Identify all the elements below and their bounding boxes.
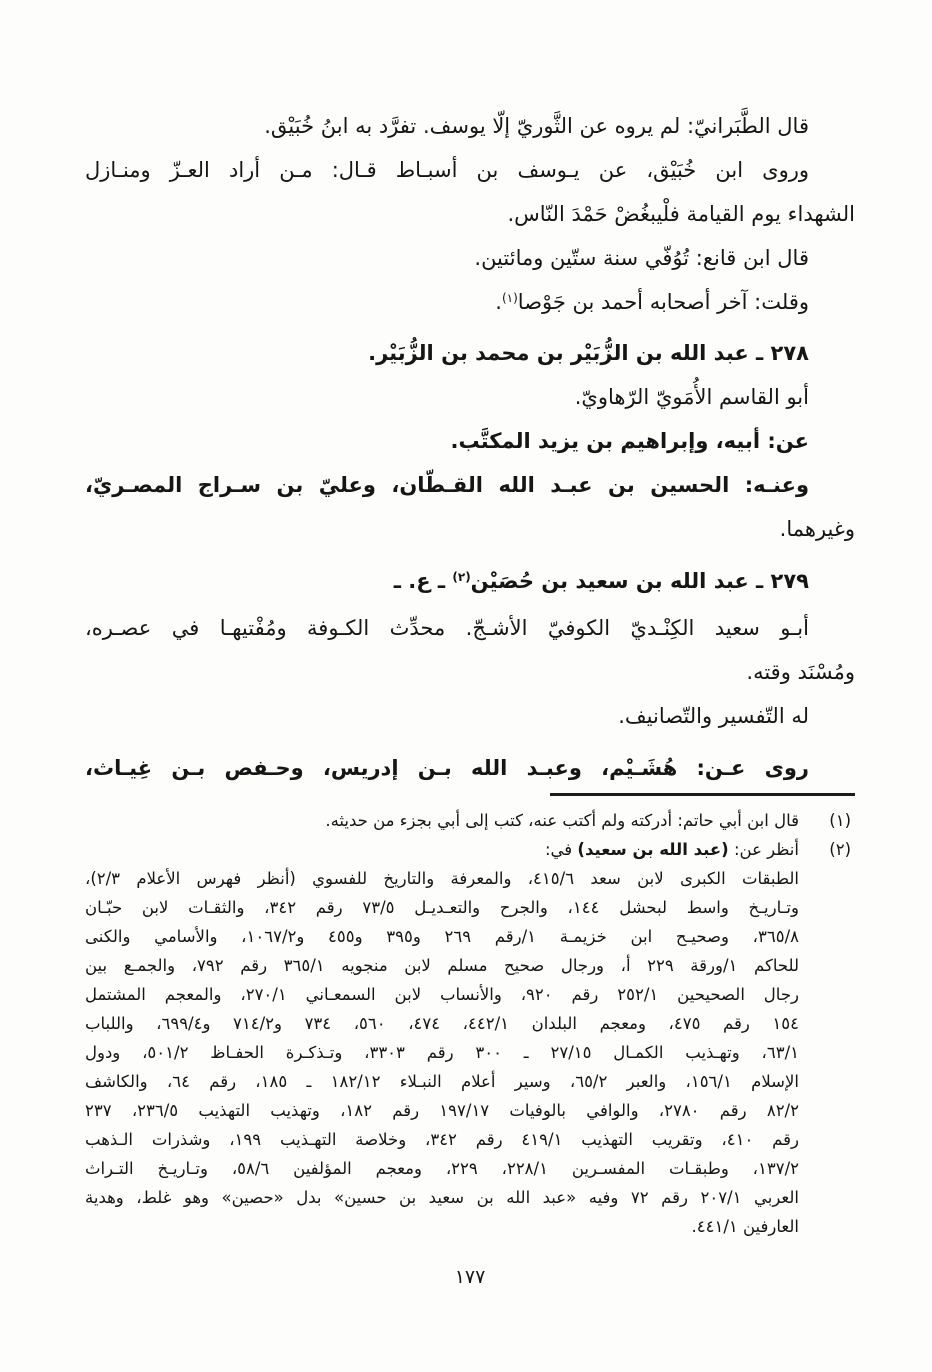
- footnote-2-ref-line: ٨٢/٢ رقم ٢٧٨٠، والوافي بالوفيات ١٩٧/١٧ رقم ١٨٢، وتهذيب التهذيب ٢٣٦/٥، ٢٣٧: [85, 1101, 799, 1120]
- footnote-1: [85, 806, 855, 835]
- tabarani-quote-line: قال الطَّبَرانيّ: لم يروه عن الثَّوريّ إلّا يوسف. تفرَّد به ابنُ خُبَيْق.: [264, 114, 809, 138]
- footnote-2-marker: (٢): [829, 840, 851, 859]
- footnote-2-ref-line: رجال الصحيحين ٢٥٢/١ رقم ٩٢٠، والأنساب لابن السمعـاني ٢٧٠/١، والمعجم المشتمل: [85, 985, 799, 1004]
- author-comment-text: وقلت: آخر أصحابه أحمد بن جَوْصا: [517, 290, 809, 314]
- entry-279-narrated-from-line: روى عـن: هُشَـيْم، وعبـد الله بـن إدريس، وحـفص بـن غِيـاث،: [85, 756, 809, 780]
- footnote-2-subject-name: (عبد الله بن سعيد): [577, 840, 729, 859]
- entry-278-students-line2: وغيرهما.: [779, 517, 855, 541]
- footnote-2-reference-mark: (٢): [452, 570, 471, 584]
- entry-279-bio-line1: أبـو سعيد الكِنْـديّ الكوفيّ الأشـجّ. محدِّث الكـوفة ومُفْتيهـا في عصـره،: [85, 616, 809, 640]
- entry-278-students-line1: وعنـه: الحسين بن عبـد الله القـطّان، وعليّ بن سـراج المصـريّ،: [85, 473, 809, 497]
- entry-279-heading-suffix: ـ ع. ـ: [393, 569, 453, 593]
- footnote-2-ref-line-last: العارفين ٤٤١/١.: [691, 1217, 799, 1236]
- entry-278-kunya-nisba: أبو القاسم الأُمَويّ الرّهاويّ.: [574, 385, 809, 409]
- footnote-2-ref-line: ١٣٧/٢، وطبقـات المفسـرين ٢٢٨/١، ٢٢٩، ومعجم المؤلفين ٥٨/٦، وتـاريـخ التـراث: [85, 1159, 799, 1178]
- footnote-2-ref-line: للحاكم ١/ورقة ٢٢٩ أ، ورجال صحيح مسلم لابن منجويه ٣٦٥/١ رقم ٧٩٢، والجمـع بين: [85, 956, 800, 975]
- entry-278-heading: ٢٧٨ ـ عبد الله بن الزُّبَيْر بن محمد بن الزُّبَيْر.: [368, 341, 809, 365]
- footnote-2: [85, 835, 855, 1241]
- footnote-2-intro-text: أنظر عن:: [728, 840, 799, 859]
- footnote-2-ref-line: الطبقات الكبرى لابن سعد ٤١٥/٦، والمعرفة والتاريخ للفسوي (أنظر فهرس الأعلام ٢/٣)،: [85, 869, 799, 888]
- footnotes-section: [85, 806, 855, 1241]
- entry-279-heading: [85, 559, 855, 606]
- footnote-1-marker: (١): [829, 811, 851, 830]
- page-number: ١٧٧: [454, 1266, 486, 1288]
- footnote-separator-rule: [550, 793, 855, 796]
- author-comment-line: [85, 280, 855, 327]
- ibn-khubayq-report-line2: الشهداء يوم القيامة فلْيبغُضْ حَمْدَ النّاس.: [507, 202, 855, 226]
- entry-278-teachers-line: عن: أبيه، وإبراهيم بن يزيد المكتَّب.: [450, 429, 809, 453]
- footnote-1-text: قال ابن أبي حاتم: أدركته ولم أكتب عنه، كتب إلى أبي بجزء من حديثه.: [325, 811, 799, 830]
- footnote-2-ref-line: وتـاريـخ واسط لبحشل ١٤٤، والجرح والتعـديـل ٧٣/٥ رقم ٣٤٢، والثقـات لابن حبّـان: [85, 898, 799, 917]
- footnote-2-ref-line: رقم ٤١٠، وتقريب التهذيب ٤١٩/١ رقم ٣٤٢، وخلاصة التهـذيب ١٩٩، وشذرات الـذهب: [85, 1130, 799, 1149]
- footnote-2-ref-line: ٦٣/١، وتهـذيب الكمـال ٢٧/١٥ ـ ٣٠٠ رقم ٣٣٠٣، وتـذكـرة الحفـاظ ٥٠١/٢، ودول: [85, 1043, 799, 1062]
- footnote-1-reference-mark: (١): [501, 291, 518, 305]
- footnote-2-ref-line: العربي ٢٠٧/١ رقم ٧٢ وفيه «عبد الله بن سعيد بن حسين» بدل «حصين» وهو غلط، وهدية: [85, 1188, 799, 1207]
- author-comment-period: .: [495, 290, 502, 314]
- footnote-2-ref-line: ١٥٤ رقم ٤٧٥، ومعجم البلدان ٤٤٢/١، ٤٧٤، ٥٦٠، ٧٣٤ و٧١٤/٢ و٦٩٩/٤، واللباب: [85, 1014, 800, 1033]
- footnote-2-ref-line: الإسلام ١٥٦/١، والعبر ٦٥/٢، وسير أعلام النبـلاء ١٨٢/١٢ ـ ١٨٥، رقم ٦٤، والكاشف: [85, 1072, 799, 1091]
- entry-279-works-line: له التّفسير والتّصانيف.: [618, 704, 809, 728]
- ibn-khubayq-report-line1: وروى ابن خُبَيْق، عن يـوسف بن أسبـاط قـال: مـن أراد العـزّ ومنـازل: [85, 158, 809, 182]
- page-content: [85, 0, 855, 1288]
- footnote-2-ref-line: ٣٦٥/٨، وصحيـح ابن خزيمـة ١/رقم ٢٦٩ و٣٩٥ و٤٥٥ و١٠٦٧/٢، والأسامي والكنى: [85, 927, 799, 946]
- footnote-2-intro-tail: في:: [544, 840, 578, 859]
- entry-279-bio-line2: ومُسْنَد وقته.: [746, 660, 855, 684]
- entry-279-heading-text: ٢٧٩ ـ عبد الله بن سعيد بن حُصَيْن: [470, 569, 809, 593]
- ibn-qani-death-date-line: قال ابن قانع: تُوُفّي سنة ستّين ومائتين.: [474, 246, 809, 270]
- footnote-2-intro: [85, 835, 799, 864]
